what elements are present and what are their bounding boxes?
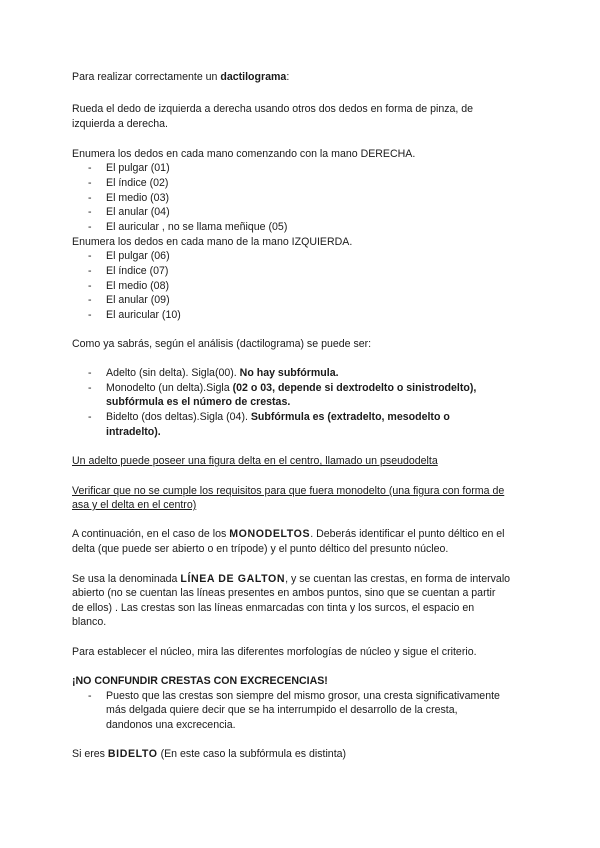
excrecencias-title: ¡NO CONFUNDIR CRESTAS CON EXCRECENCIAS! — [72, 675, 328, 687]
galton-term: LÍNEA DE GALTON — [180, 573, 286, 585]
list-dash: - — [88, 382, 92, 394]
intro-text: Para realizar correctamente un — [72, 71, 221, 83]
list-dash: - — [88, 250, 92, 262]
rueda-line-1: Rueda el dedo de izquierda a derecha usando otros dos dedos en forma de pinza, de — [72, 103, 474, 115]
tipo-bidelto: Bidelto (dos deltas).Sigla (04). Subfórmula es (extradelto, mesodelto o — [106, 411, 450, 423]
derecha-item: El auricular , no se llama meñique (05) — [106, 221, 288, 233]
monodeltos-line-2: delta (que puede ser abierto o en trípode) y el punto déltico del presunto núcleo. — [72, 543, 449, 555]
list-dash: - — [88, 690, 92, 702]
tipo-adelto: Adelto (sin delta). Sigla(00). No hay subfórmula. — [106, 367, 339, 379]
pseudodelta-note: Un adelto puede poseer una figura delta en el centro, llamado un pseudodelta — [72, 455, 438, 467]
list-dash: - — [88, 265, 92, 277]
rueda-line-2: izquierda a derecha. — [72, 118, 168, 130]
bidelto-line: Si eres BIDELTO (En este caso la subfórmula es distinta) — [72, 748, 347, 760]
intro-colon: : — [286, 71, 290, 83]
tipo-bidelto-cont: intradelto). — [106, 426, 161, 438]
derecha-item: El anular (04) — [106, 206, 170, 218]
excrecencias-line-3: dandonos una excrecencia. — [106, 719, 236, 731]
galton-line-4: blanco. — [72, 616, 107, 628]
verificar-line-1: Verificar que no se cumple los requisitos para que fuera monodelto (una figura con forma de — [72, 485, 505, 497]
list-dash: - — [88, 411, 92, 423]
derecha-item: El pulgar (01) — [106, 162, 170, 174]
list-dash: - — [88, 162, 92, 174]
excrecencias-line-1: Puesto que las crestas son siempre del mismo grosor, una cresta significativamente — [106, 690, 500, 702]
list-dash: - — [88, 280, 92, 292]
derecha-item: El índice (02) — [106, 177, 169, 189]
intro-line — [72, 70, 289, 84]
bidelto-term: BIDELTO — [107, 748, 158, 760]
intro-bold-term: dactilograma — [220, 71, 287, 83]
izquierda-item: El pulgar (06) — [106, 250, 170, 262]
izquierda-item: El anular (09) — [106, 294, 170, 306]
list-dash: - — [88, 192, 92, 204]
tipo-monodelto: Monodelto (un delta).Sigla (02 o 03, depende si dextrodelto o sinistrodelto), — [106, 382, 477, 394]
galton-line-1: Se usa la denominada LÍNEA DE GALTON, y se cuentan las crestas, en forma de intervalo — [72, 573, 511, 585]
izquierda-item: El auricular (10) — [106, 309, 181, 321]
monodeltos-line-1: A continuación, en el caso de los MONODELTOS. Deberás identificar el punto déltico en el — [72, 528, 505, 540]
izquierda-item: El índice (07) — [106, 265, 169, 277]
list-dash: - — [88, 294, 92, 306]
excrecencias-line-2: más delgada quiere decir que se ha interrumpido el desarrollo de la cresta, — [106, 704, 458, 716]
tipo-monodelto-cont: subfórmula es el número de crestas. — [106, 396, 291, 408]
monodeltos-term: MONODELTOS — [229, 528, 311, 540]
list-dash: - — [88, 206, 92, 218]
verificar-line-2: asa y el delta en el centro) — [72, 499, 197, 511]
list-dash: - — [88, 177, 92, 189]
izquierda-item: El medio (08) — [106, 280, 169, 292]
list-dash: - — [88, 309, 92, 321]
nucleo-line: Para establecer el núcleo, mira las diferentes morfologías de núcleo y sigue el criterio. — [72, 646, 477, 658]
analisis-line: Como ya sabrás, según el análisis (dactilograma) se puede ser: — [72, 338, 372, 350]
galton-line-2: abierto (no se cuentan las líneas presentes en ambos puntos, sino que se cuentan a partir — [72, 587, 496, 599]
izquierda-heading: Enumera los dedos en cada mano de la mano IZQUIERDA. — [72, 236, 353, 248]
list-dash: - — [88, 367, 92, 379]
galton-line-3: de ellos) . Las crestas son las líneas enmarcadas con tinta y los surcos, el espacio en — [72, 602, 475, 614]
derecha-item: El medio (03) — [106, 192, 169, 204]
derecha-heading: Enumera los dedos en cada mano comenzando con la mano DERECHA. — [72, 148, 416, 160]
list-dash: - — [88, 221, 92, 233]
